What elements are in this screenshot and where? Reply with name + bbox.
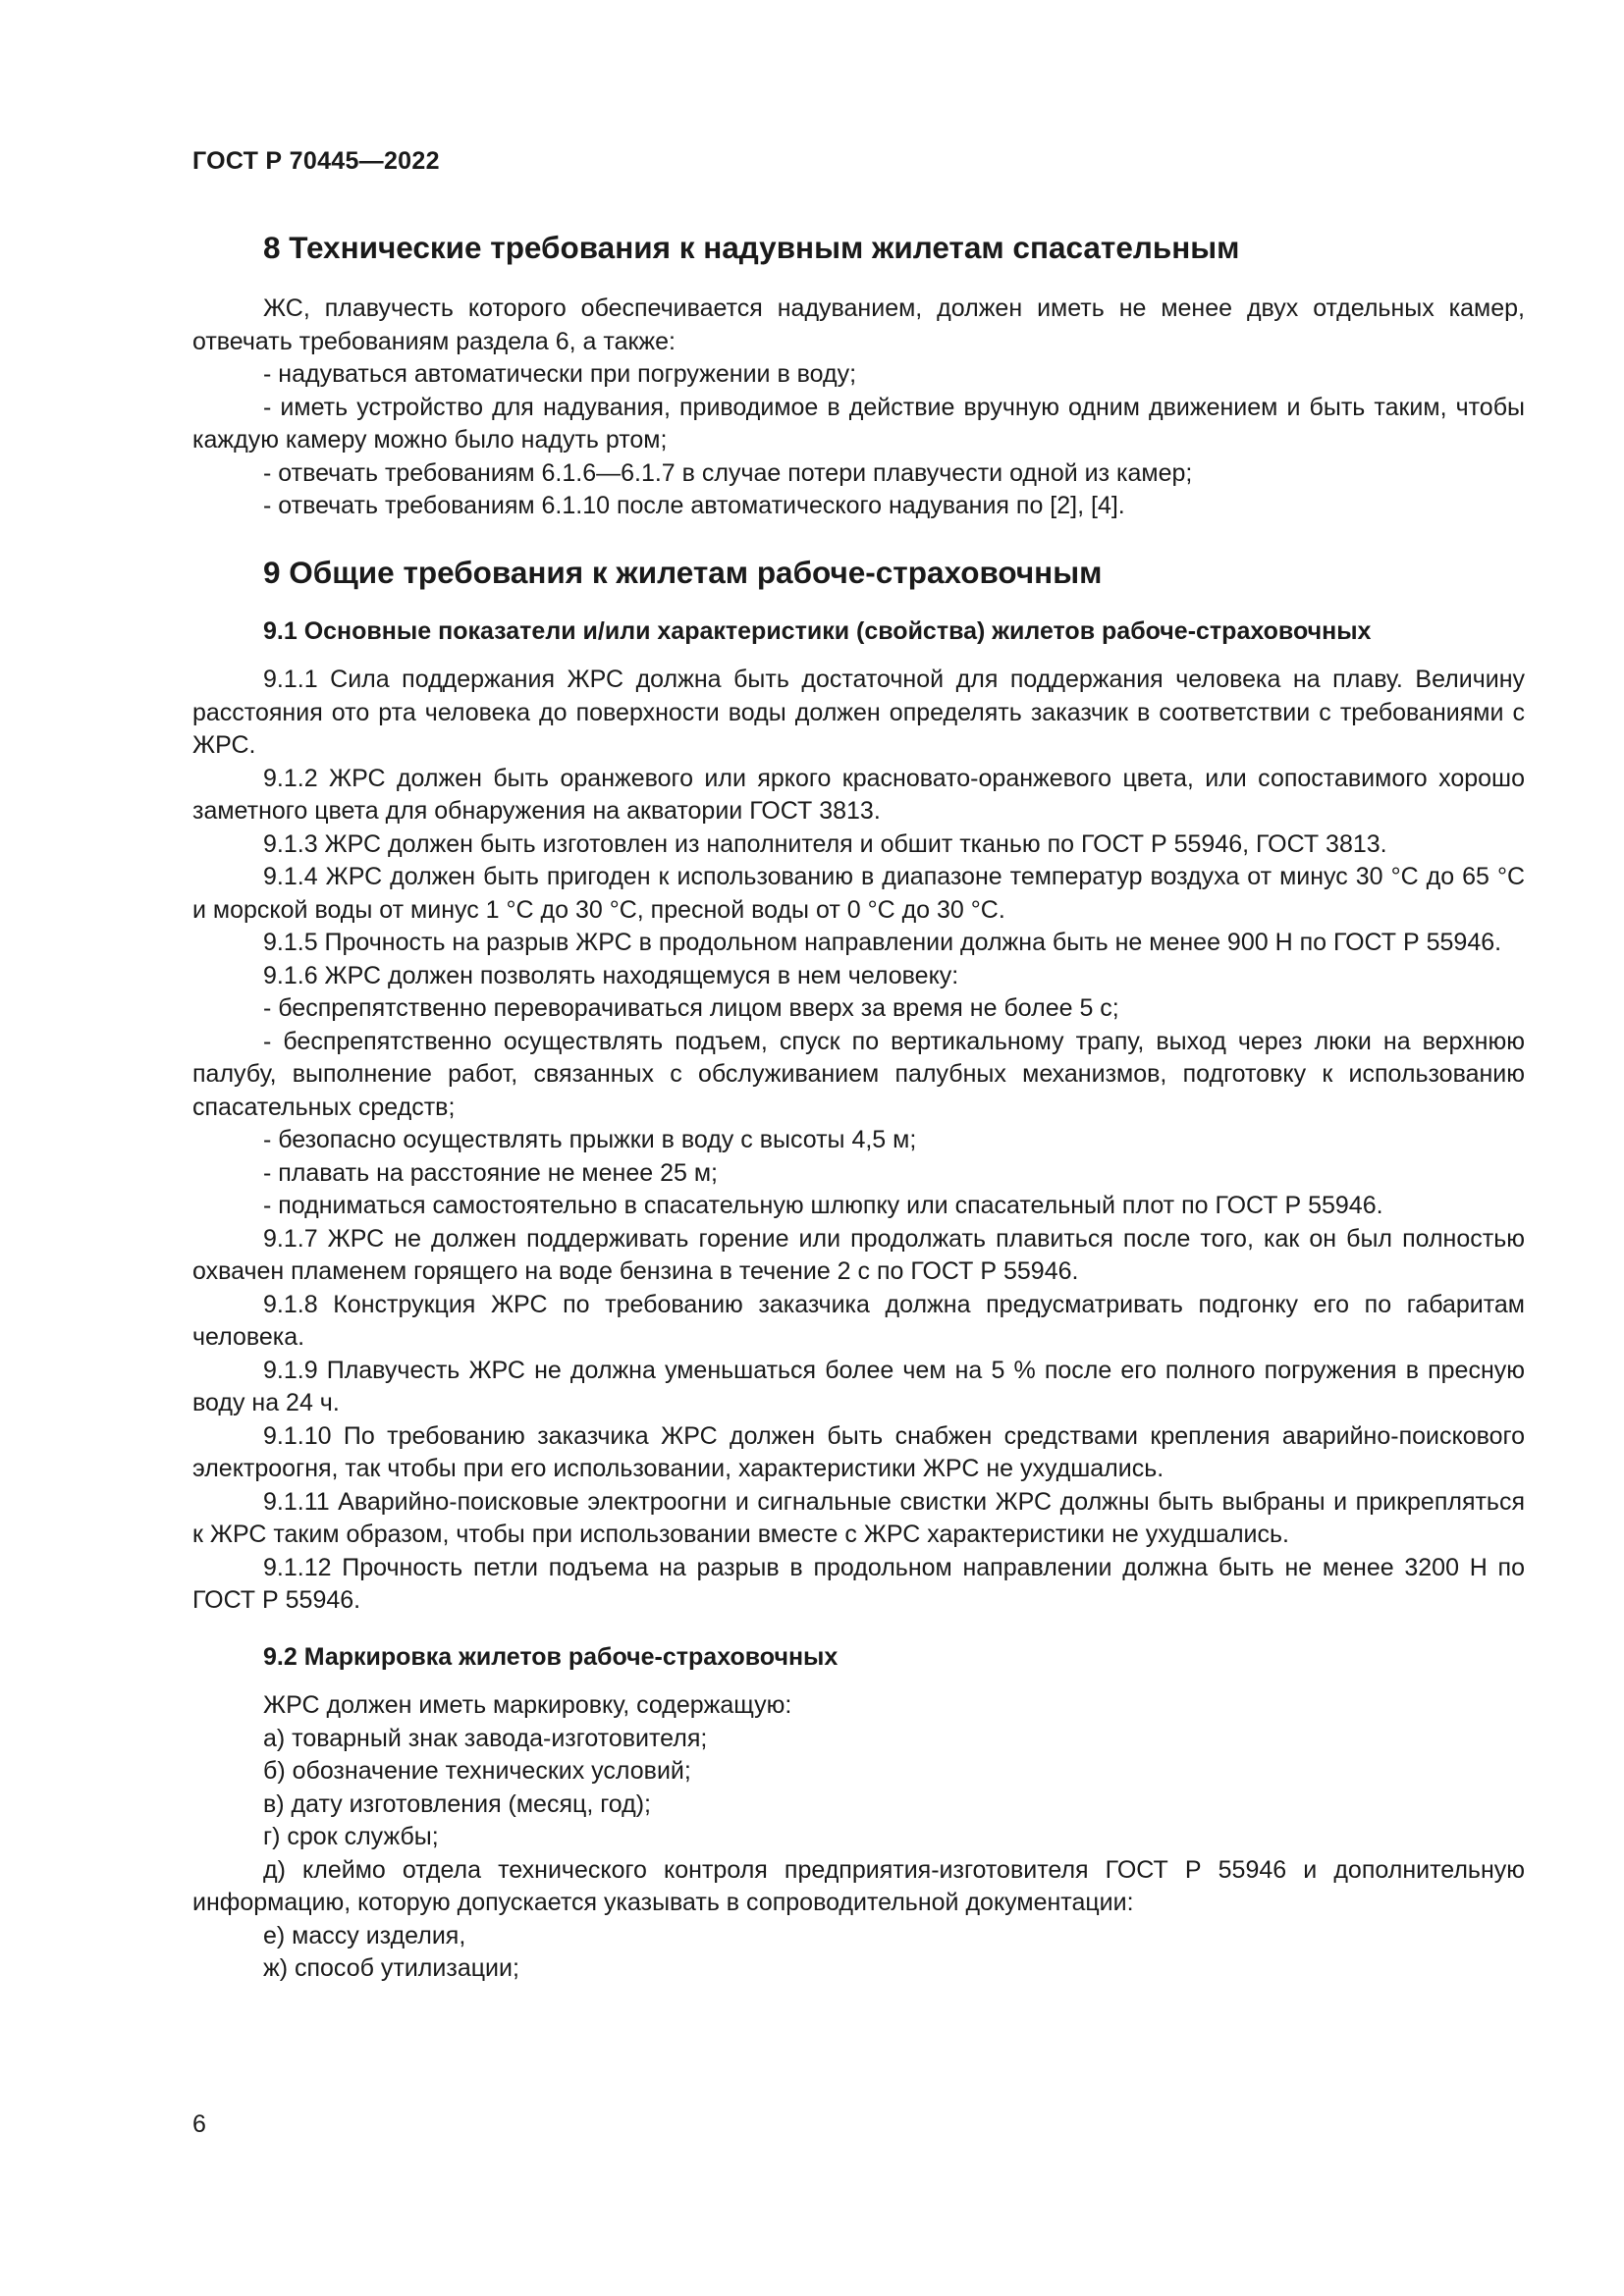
section-8-title: 8 Технические требования к надувным жилетам спасательным <box>263 230 1240 265</box>
paragraph: ЖС, плавучесть которого обеспечивается надуванием, должен иметь не менее двух отдельных камер, отвечать требованиям раздела 6, а также: <box>192 294 1525 355</box>
paragraph: 9.1.9 Плавучесть ЖРС не должна уменьшаться более чем на 5 % после его полного погружения в пресную воду на 24 ч. <box>192 1356 1525 1416</box>
paragraph: 9.1.6 ЖРС должен позволять находящемуся в нем человеку: <box>263 961 959 989</box>
page-content <box>192 216 1525 1986</box>
list-item: - беспрепятственно осуществлять подъем, спуск по вертикальному трапу, выход через люки на верхнюю палубу, выполнение работ, связанных с обслуживанием палубных механизмов, подготовку к использованию спасательных средств; <box>192 1027 1525 1121</box>
list-item: - иметь устройство для надувания, приводимое в действие вручную одним движением и быть таким, чтобы каждую камеру можно было надуть ртом; <box>192 393 1525 454</box>
paragraph: 9.1.5 Прочность на разрыв ЖРС в продольном направлении должна быть не менее 900 Н по ГОСТ Р 55946. <box>263 929 1502 956</box>
paragraph: 9.1.8 Конструкция ЖРС по требованию заказчика должна предусматривать подгонку его по габаритам человека. <box>192 1290 1525 1351</box>
list-item: ж) способ утилизации; <box>263 1954 519 1982</box>
list-item: - подниматься самостоятельно в спасательную шлюпку или спасательный плот по ГОСТ Р 55946. <box>263 1192 1383 1219</box>
page-number: 6 <box>192 2110 206 2138</box>
list-item: - плавать на расстояние не менее 25 м; <box>263 1158 718 1187</box>
list-item: - надуваться автоматически при погружении в воду; <box>263 360 857 388</box>
subsection-9-1-title: 9.1 Основные показатели и/или характеристики (свойства) жилетов рабоче-страховочных <box>263 616 1372 645</box>
paragraph: 9.1.12 Прочность петли подъема на разрыв в продольном направлении должна быть не менее 3200 Н по ГОСТ Р 55946. <box>192 1553 1525 1614</box>
standard-header: ГОСТ Р 70445—2022 <box>192 147 440 175</box>
list-item: е) массу изделия, <box>263 1921 466 1949</box>
list-item: д) клеймо отдела технического контроля предприятия-изготовителя ГОСТ Р 55946 и дополнительную информацию, которую допускается указывать в сопроводительной документации: <box>192 1855 1525 1916</box>
paragraph: ЖРС должен иметь маркировку, содержащую: <box>263 1691 792 1719</box>
list-item: - безопасно осуществлять прыжки в воду с высоты 4,5 м; <box>263 1126 917 1153</box>
list-item: - беспрепятственно переворачиваться лицом вверх за время не более 5 с; <box>263 994 1119 1022</box>
list-item: - отвечать требованиям 6.1.6—6.1.7 в случае потери плавучести одной из камер; <box>263 458 1193 487</box>
paragraph: 9.1.2 ЖРС должен быть оранжевого или яркого красновато-оранжевого цвета, или сопоставимого хорошо заметного цвета для обнаружения на акватории ГОСТ 3813. <box>192 764 1525 825</box>
section-8-body <box>192 293 1525 523</box>
list-item: в) дату изготовления (месяц, год); <box>263 1789 651 1818</box>
paragraph: 9.1.3 ЖРС должен быть изготовлен из наполнителя и обшит тканью по ГОСТ Р 55946, ГОСТ 3813. <box>263 829 1387 858</box>
subsection-9-2-body <box>192 1689 1525 1986</box>
list-item: г) срок службы; <box>263 1823 439 1850</box>
subsection-9-2-title: 9.2 Маркировка жилетов рабоче-страховочных <box>263 1642 839 1671</box>
paragraph: 9.1.4 ЖРС должен быть пригоден к использованию в диапазоне температур воздуха от минус 30 °С до 65 °С и морской воды от минус 1 °С до 30 °С, пресной воды от 0 °С до 30 °С. <box>192 863 1525 924</box>
subsection-9-1-body <box>192 664 1525 1618</box>
list-item: а) товарный знак завода-изготовителя; <box>263 1724 708 1752</box>
section-9-title: 9 Общие требования к жилетам рабоче-страховочным <box>263 554 1103 590</box>
list-item: - отвечать требованиям 6.1.10 после автоматического надувания по [2], [4]. <box>263 492 1125 519</box>
paragraph: 9.1.7 ЖРС не должен поддерживать горение или продолжать плавиться после того, как он был полностью охвачен пламенем горящего на воде бензина в течение 2 с по ГОСТ Р 55946. <box>192 1224 1525 1285</box>
paragraph: 9.1.11 Аварийно-поисковые электроогни и сигнальные свистки ЖРС должны быть выбраны и прикрепляться к ЖРС таким образом, чтобы при использовании вместе с ЖРС характеристики не ухудшались. <box>192 1487 1525 1548</box>
list-item: б) обозначение технических условий; <box>263 1757 691 1785</box>
paragraph: 9.1.10 По требованию заказчика ЖРС должен быть снабжен средствами крепления аварийно-поискового электроогня, так чтобы при его использовании, характеристики ЖРС не ухудшались. <box>192 1421 1525 1482</box>
paragraph: 9.1.1 Сила поддержания ЖРС должна быть достаточной для поддержания человека на плаву. Величину расстояния ото рта человека до поверхности воды должен определять заказчик в соответствии с требованиями с ЖРС. <box>192 666 1525 759</box>
